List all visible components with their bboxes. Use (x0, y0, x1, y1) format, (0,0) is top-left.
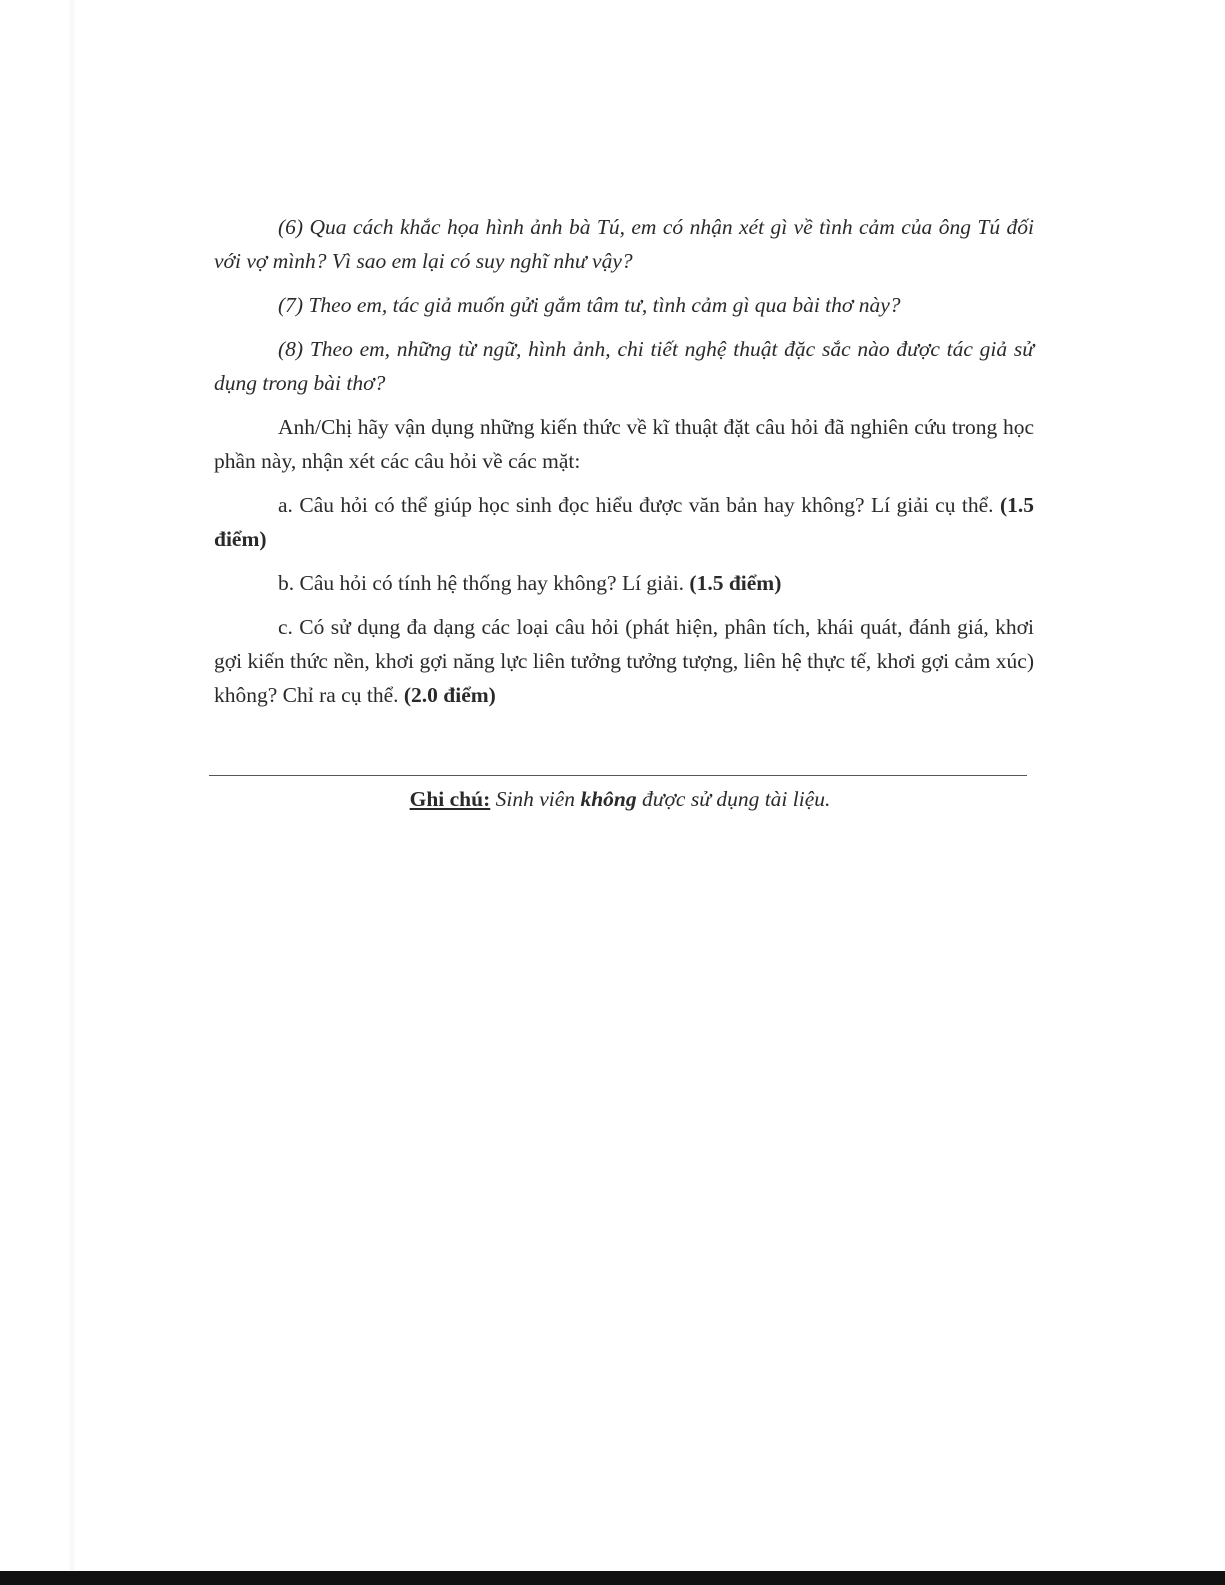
instruction: Anh/Chị hãy vận dụng những kiến thức về kĩ thuật đặt câu hỏi đã nghiên cứu trong học phần này, nhận xét các câu hỏi về các mặt: (214, 415, 1034, 473)
question-8: (8) Theo em, những từ ngữ, hình ảnh, chi tiết nghệ thuật đặc sắc nào được tác giả sử dụng trong bài thơ? (214, 337, 1034, 395)
scan-edge (68, 0, 76, 1585)
criterion-a (214, 488, 1034, 556)
note-label: Ghi chú: (409, 787, 491, 811)
question-6: (6) Qua cách khắc họa hình ảnh bà Tú, em có nhận xét gì về tình cảm của ông Tú đối với vợ mình? Vì sao em lại có suy nghĩ như vậy? (214, 215, 1034, 273)
exam-content (214, 210, 1034, 722)
criterion-c-text: c. Có sử dụng đa dạng các loại câu hỏi (phát hiện, phân tích, khái quát, đánh giá, khơi gợi kiến thức nền, khơi gợi năng lực liên tưởng tưởng tượng, liên hệ thực tế, khơi gợi cảm xúc) không? Chỉ ra cụ thể. (214, 615, 1034, 707)
criterion-a-text: a. Câu hỏi có thể giúp học sinh đọc hiểu được văn bản hay không? Lí giải cụ thể. (278, 493, 1000, 517)
note (214, 784, 1026, 814)
criterion-a-points: (1.5 điểm) (214, 493, 1034, 551)
criterion-c-points: (2.0 điểm) (403, 683, 496, 707)
question-7: (7) Theo em, tác giả muốn gửi gắm tâm tư, tình cảm gì qua bài thơ này? (278, 293, 901, 317)
criterion-b-points: (1.5 điểm) (689, 571, 782, 595)
note-emphasis: không (580, 787, 637, 811)
criterion-b (214, 566, 1034, 600)
criterion-b-text: b. Câu hỏi có tính hệ thống hay không? Lí giải. (278, 571, 690, 595)
note-text-after: được sử dụng tài liệu. (636, 787, 831, 811)
criterion-c (214, 610, 1034, 712)
note-text-before: Sinh viên (495, 787, 581, 811)
scan-bottom-edge (0, 1571, 1225, 1585)
divider-line (209, 775, 1027, 776)
